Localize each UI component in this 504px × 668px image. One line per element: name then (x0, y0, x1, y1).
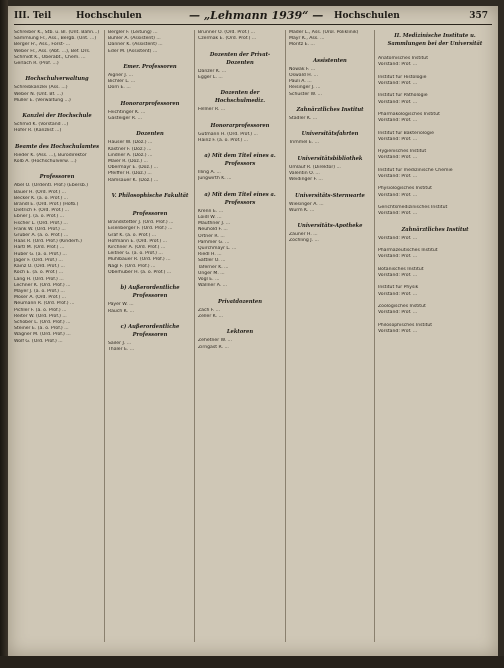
column-line: Bergler F. (Leitung) ... (108, 30, 158, 35)
column-line: Mauthner J. ... (198, 221, 231, 227)
column-line: Universitätsbibliothek (297, 155, 363, 162)
column-line: Schreiber K., Stb. u. Bl. (Unt. Bahn...) (14, 30, 100, 35)
column-line: Institut für Bakteriologie (378, 130, 434, 136)
column-line: Pauli A. ... (289, 79, 312, 85)
column-line: Universitätsfahrten (301, 131, 359, 138)
running-head-center: — „Lehmann 1939“ — (189, 9, 324, 22)
column-line: Frank W. (Ord. Prof.) ... (14, 226, 66, 232)
column-line: Feichtinger K. ... (108, 109, 146, 115)
column-line: Hartl M. (Ord. Prof.) ... (14, 245, 65, 251)
column-line: Dozenten der Hochschulmediz. (214, 90, 266, 105)
column-line: Reisinger J. ... (289, 85, 321, 91)
column-line: Hauser W. (Doz.) ... (108, 140, 153, 146)
column-line: Mühlbauer R. (Ord. Prof.) ... (108, 257, 171, 263)
column-line: Kirchner A. (Ord. Prof.) ... (108, 245, 166, 251)
column-line: Obermayr E. (Doz.) ... (108, 165, 158, 171)
column-line: Lang H. (Ord. Prof.) ... (14, 276, 64, 282)
column-line: Vorstand: Prof. ... (378, 328, 418, 334)
column-line: Kainz O. (Ord. Prof.) ... (14, 264, 65, 270)
column-line: Gerichtsmedizinisches Institut (378, 205, 448, 211)
column-line: Sammlung Fr., Ass., Bergb. (Unt. ...) (14, 36, 97, 42)
column-line: Professoren (39, 174, 75, 181)
column-line: Nagl F. (Ord. Prof.) ... (108, 263, 156, 269)
book-gutter (0, 0, 8, 668)
column-line: Jäger F. (Ord. Prof.) ... (14, 257, 63, 263)
column-line: Sattler O. ... (198, 258, 226, 264)
column-line: Schober L. (Ord. Prof.) ... (14, 319, 71, 325)
text-column-2 (108, 30, 192, 650)
column-line: Vorstand: Prof. ... (378, 118, 418, 124)
column-line: Zoologisches Institut (378, 303, 426, 309)
column-line: Mayr K., Ass. ... (289, 36, 325, 42)
column-line: Krenn E. ... (198, 208, 224, 214)
column-line: Pharmakologisches Institut (378, 112, 440, 118)
column-line: Privatdozenten (218, 298, 262, 305)
column-line (198, 81, 282, 87)
column-line (108, 122, 192, 128)
column-line (108, 315, 192, 321)
column-line: Nowak F. ... (289, 66, 316, 72)
column-line: Valentin O. ... (289, 171, 320, 177)
column-line: Vorstand: Prof. ... (378, 235, 418, 241)
column-line: Hygienisches Institut (378, 149, 427, 155)
column-line (198, 320, 282, 326)
running-head-right: Hochschulen (334, 11, 400, 21)
column-line: Koch E. (a. o. Prof.) ... (14, 270, 64, 276)
column-line: Illing A. ... (198, 170, 221, 176)
column-line: Physiologisches Institut (378, 186, 432, 192)
column-line: Umlauf R. (Direktor) ... (289, 164, 341, 170)
column-line: Taferner K. ... (198, 264, 229, 270)
column-line: Zach F. ... (198, 307, 221, 313)
text-column-3 (198, 30, 282, 650)
column-line (289, 49, 371, 55)
column-line: Universitäts-Apotheke (297, 223, 363, 230)
column-line: Hochschulverwaltung (25, 76, 89, 83)
column-line: Oswald H. ... (289, 73, 318, 79)
column-line: Wiesinger A. ... (289, 201, 324, 207)
column-line (198, 113, 282, 119)
column-line: Kanzlei der Hochschule (22, 113, 92, 120)
column-line: Pharmazeutisches Institut (378, 248, 438, 254)
column-line: Payer W. ... (108, 302, 134, 308)
column-line: Mader L., Ass. (Urol. Poliklinik) (289, 30, 359, 35)
text-column-4 (289, 30, 371, 650)
column-line: Vorstand: Prof. ... (378, 99, 418, 105)
column-line: Vorstand: Prof. ... (378, 81, 418, 87)
column-line (289, 98, 371, 104)
column-line (108, 55, 192, 61)
column-line: Vorstand: Prof. ... (378, 254, 418, 260)
column-line: b) Außerordentliche Professoren (120, 285, 180, 300)
page-number: 357 (469, 11, 488, 21)
column-line: Kastner F. (Doz.) ... (108, 146, 152, 152)
column-line: Steiner E. (a. o. Prof.) ... (14, 326, 69, 332)
column-line: Ramsauer K. (Doz.) ... (108, 177, 159, 183)
column-line: Danner K. (Assistent) ... (108, 42, 163, 48)
column-line: Gutmann H. (Ord. Prof.) ... (198, 131, 258, 137)
page-header (14, 8, 494, 24)
column-line (198, 42, 282, 48)
column-line: Weber Fr., Ass. (Abt. ...), Bef. Drs. (14, 48, 91, 54)
column-line: Graf K. (a. o. Prof.) ... (108, 232, 157, 238)
column-line: Kolb A. (Hochschulverw. ...) (14, 159, 77, 165)
column-line: Assistenten (313, 57, 347, 64)
column-line (14, 104, 100, 110)
column-line: Brunner O. (Ord. Prof.) ... (198, 30, 256, 35)
column-line: Schreibkanzlei (Ass. ...) (14, 85, 68, 91)
column-line: Czermak E. (Ord. Prof.) ... (198, 36, 257, 42)
column-line: Vorstand: Prof. ... (378, 211, 418, 217)
column-line: Vorstand: Prof. ... (378, 192, 418, 198)
column-line: Honorarprofessoren (210, 122, 270, 129)
column-line: Wurm K. ... (289, 207, 315, 213)
column-divider (104, 30, 105, 642)
column-line: Vorstand: Prof. ... (378, 136, 418, 142)
column-line: Vogl E. ... (198, 277, 220, 283)
column-line: Fischer L. (Ord. Prof.) ... (14, 220, 68, 226)
running-head-left: Hochschulen (76, 11, 142, 21)
column-line: II. Medizinische Institute u. Sammlungen bei der Universität (387, 33, 483, 47)
column-line: Professoren (132, 211, 168, 218)
column-line: Schmid K. (Vorstand ...) (14, 122, 69, 128)
column-line (289, 214, 371, 220)
column-line: a) Mit dem Titel eines a. Professors (204, 191, 276, 206)
column-line (14, 135, 100, 141)
column-line: Rauch K. ... (108, 308, 135, 314)
column-line: Lindner A. (Doz.) ... (108, 152, 153, 158)
column-line (378, 217, 492, 223)
column-line: Reiter W. (Ord. Prof.) ... (14, 313, 67, 319)
column-line: Unger M. ... (198, 270, 225, 276)
column-divider (194, 30, 195, 642)
column-line: Riedl H. ... (198, 252, 222, 258)
column-line: Trimmel E. ... (289, 140, 320, 146)
column-line: Pfeiffer H. (Doz.) ... (108, 171, 152, 177)
column-line: Universitäts-Sternwarte (295, 192, 365, 199)
column-line (108, 202, 192, 208)
column-line: Institut für Physik (378, 285, 419, 291)
column-line: Vorstand: Prof. ... (378, 310, 418, 316)
column-line: Berger Fr., Ass., Forst- ... (14, 42, 71, 48)
column-line: Egger L. ... (198, 74, 223, 80)
column-line: Müller E. (Verwaltung ...) (14, 97, 71, 103)
column-line: Zeller K. ... (198, 313, 224, 319)
column-line: Danzer K. ... (198, 68, 227, 74)
column-divider (285, 30, 286, 642)
column-line: Zauner H. ... (289, 232, 318, 238)
column-line: Honorarprofessoren (120, 100, 180, 107)
column-line: Jungwirth K. ... (198, 176, 232, 182)
column-line: Zöchling J. ... (289, 238, 319, 244)
column-line: Thaler E. ... (108, 347, 135, 353)
column-line: Becker K. (a. o. Prof.) ... (14, 195, 68, 201)
column-line (198, 289, 282, 295)
column-line: Institut für Pathologie (378, 93, 428, 99)
column-line: Mayer J. (a. o. Prof.) ... (14, 288, 65, 294)
text-column-5 (378, 30, 492, 650)
column-line: Weber N. (Unt. Bf. ...) (14, 91, 63, 97)
column-line: Quirchmayr L. ... (198, 246, 237, 252)
column-line: Beamte des Hochschulamtes (14, 143, 100, 150)
column-line: Emer. Professoren (123, 64, 177, 71)
column-line: Hofmann E. (Ord. Prof.) ... (108, 238, 167, 244)
column-line (108, 276, 192, 282)
column-line: Brandstetter J. (Ord. Prof.) ... (108, 220, 174, 226)
column-line: Schuster W. ... (289, 91, 322, 97)
column-line: Wallner A. ... (198, 283, 228, 289)
column-line (289, 183, 371, 189)
column-line: Moser A. (Ord. Prof.) ... (14, 295, 67, 301)
column-line (14, 165, 100, 171)
column-line: Stadler K. ... (289, 116, 318, 122)
column-line: Hofer R. (Kanzlist ...) (14, 128, 62, 134)
column-line: Vorstand: Prof. ... (378, 174, 418, 180)
column-line: Vorstand: Prof. ... (378, 155, 418, 161)
column-line: Sailer J. ... (108, 340, 132, 346)
column-line: Pammer G. ... (198, 239, 230, 245)
column-line: Aigner J. ... (108, 73, 134, 79)
column-line: Botanisches Institut (378, 266, 424, 272)
column-line: Loidl W. ... (198, 215, 222, 221)
column-line: Bauer H. (Ord. Prof.) ... (14, 189, 67, 195)
column-line: Dozenten (136, 131, 164, 138)
column-line: Eder M. (Assistent) ... (108, 48, 158, 54)
column-line: V. Philosophische Fakultät (111, 193, 189, 200)
column-line: Gerlach R. (Prof. ...) (14, 61, 59, 67)
column-line: Wolf G. (Ord. Prof.) ... (14, 338, 63, 344)
column-line: Institut für medizinische Chemie (378, 167, 453, 173)
text-column-1 (14, 30, 100, 650)
column-line (108, 92, 192, 98)
column-line: Anatomisches Institut (378, 56, 428, 62)
page-edge (0, 656, 504, 668)
column-line: Zahnärztliches Institut (401, 226, 469, 233)
column-line: Dietrich F. (Ord. Prof.) ... (14, 208, 70, 214)
column-line: Vorstand: Prof. ... (378, 62, 418, 68)
column-line (198, 183, 282, 189)
column-line (289, 122, 371, 128)
column-divider (374, 30, 375, 642)
column-line: Gasteiger R. ... (108, 116, 143, 122)
column-line: Brandl E. (Ord. Prof.) (Hofb.) (14, 202, 79, 208)
column-line: Abel O. (Ordentl. Prof.) (Ebersb.) (14, 183, 89, 189)
column-line: Leitner G. (a. o. Prof.) ... (108, 251, 163, 257)
column-line (108, 184, 192, 190)
column-line: Lechner K. (Ord. Prof.) ... (14, 282, 71, 288)
column-line: Neuhold F. ... (198, 227, 228, 233)
column-line: Weidinger F. ... (289, 177, 323, 183)
column-line: Dozenten der Privat-Dozenten (209, 51, 271, 66)
column-line: Huber G. (a. o. Prof.) ... (14, 251, 67, 257)
column-line: c) Außerordentliche Professoren (120, 323, 180, 338)
column-line: Moritz E. ... (289, 42, 315, 48)
column-line: Bichler L. ... (108, 79, 136, 85)
part-label: III. Teil (14, 11, 52, 21)
book-page (8, 6, 498, 656)
column-line: Lektoren (226, 329, 254, 336)
column-line: Bühler A. (Assistent) ... (108, 36, 161, 42)
column-line: a) Mit dem Titel eines a. Professors (204, 153, 276, 168)
column-line (14, 67, 100, 73)
column-line: Fellner R. ... (198, 107, 226, 113)
column-line: Eisenberger F. (Ord. Prof.) ... (108, 226, 173, 232)
column-line: Wagner M. (Ord. Prof.) ... (14, 332, 71, 338)
column-line (289, 147, 371, 153)
column-line (198, 144, 282, 150)
column-line: Zirngast R. ... (198, 344, 229, 350)
column-line: Philosophisches Institut (378, 322, 433, 328)
column-line: Vorstand: Prof. ... (378, 291, 418, 297)
column-line: Institut für Histologie (378, 74, 427, 80)
column-line: Pichler F. (a. o. Prof.) ... (14, 307, 67, 313)
column-line: Vorstand: Prof. ... (378, 272, 418, 278)
column-line: Hainz F. (a. o. Prof.) ... (198, 137, 248, 143)
column-line: Haas R. (Ord. Prof.) (Kinderh.) (14, 239, 82, 245)
column-line: Schmidt K., Oberabt., Chem. ... (14, 54, 86, 60)
column-line: Zehetner W. ... (198, 338, 232, 344)
column-line: Dorn E. ... (108, 85, 131, 91)
column-line: Oberhuber H. (a. o. Prof.) ... (108, 269, 172, 275)
column-line: Ebner J. (a. o. Prof.) ... (14, 214, 65, 220)
header-rule (14, 24, 492, 25)
column-line: Zahnärztliches Institut (296, 107, 364, 114)
column-line: Gruber A. (a. o. Prof.) ... (14, 233, 69, 239)
column-line: Rieder K. (Ass. ...), Bürodirektor (14, 152, 87, 158)
column-line: Ortner R. ... (198, 233, 225, 239)
column-line: Neumann R. (Ord. Prof.) ... (14, 301, 75, 307)
column-line: Maier R. (Doz.) ... (108, 159, 148, 165)
